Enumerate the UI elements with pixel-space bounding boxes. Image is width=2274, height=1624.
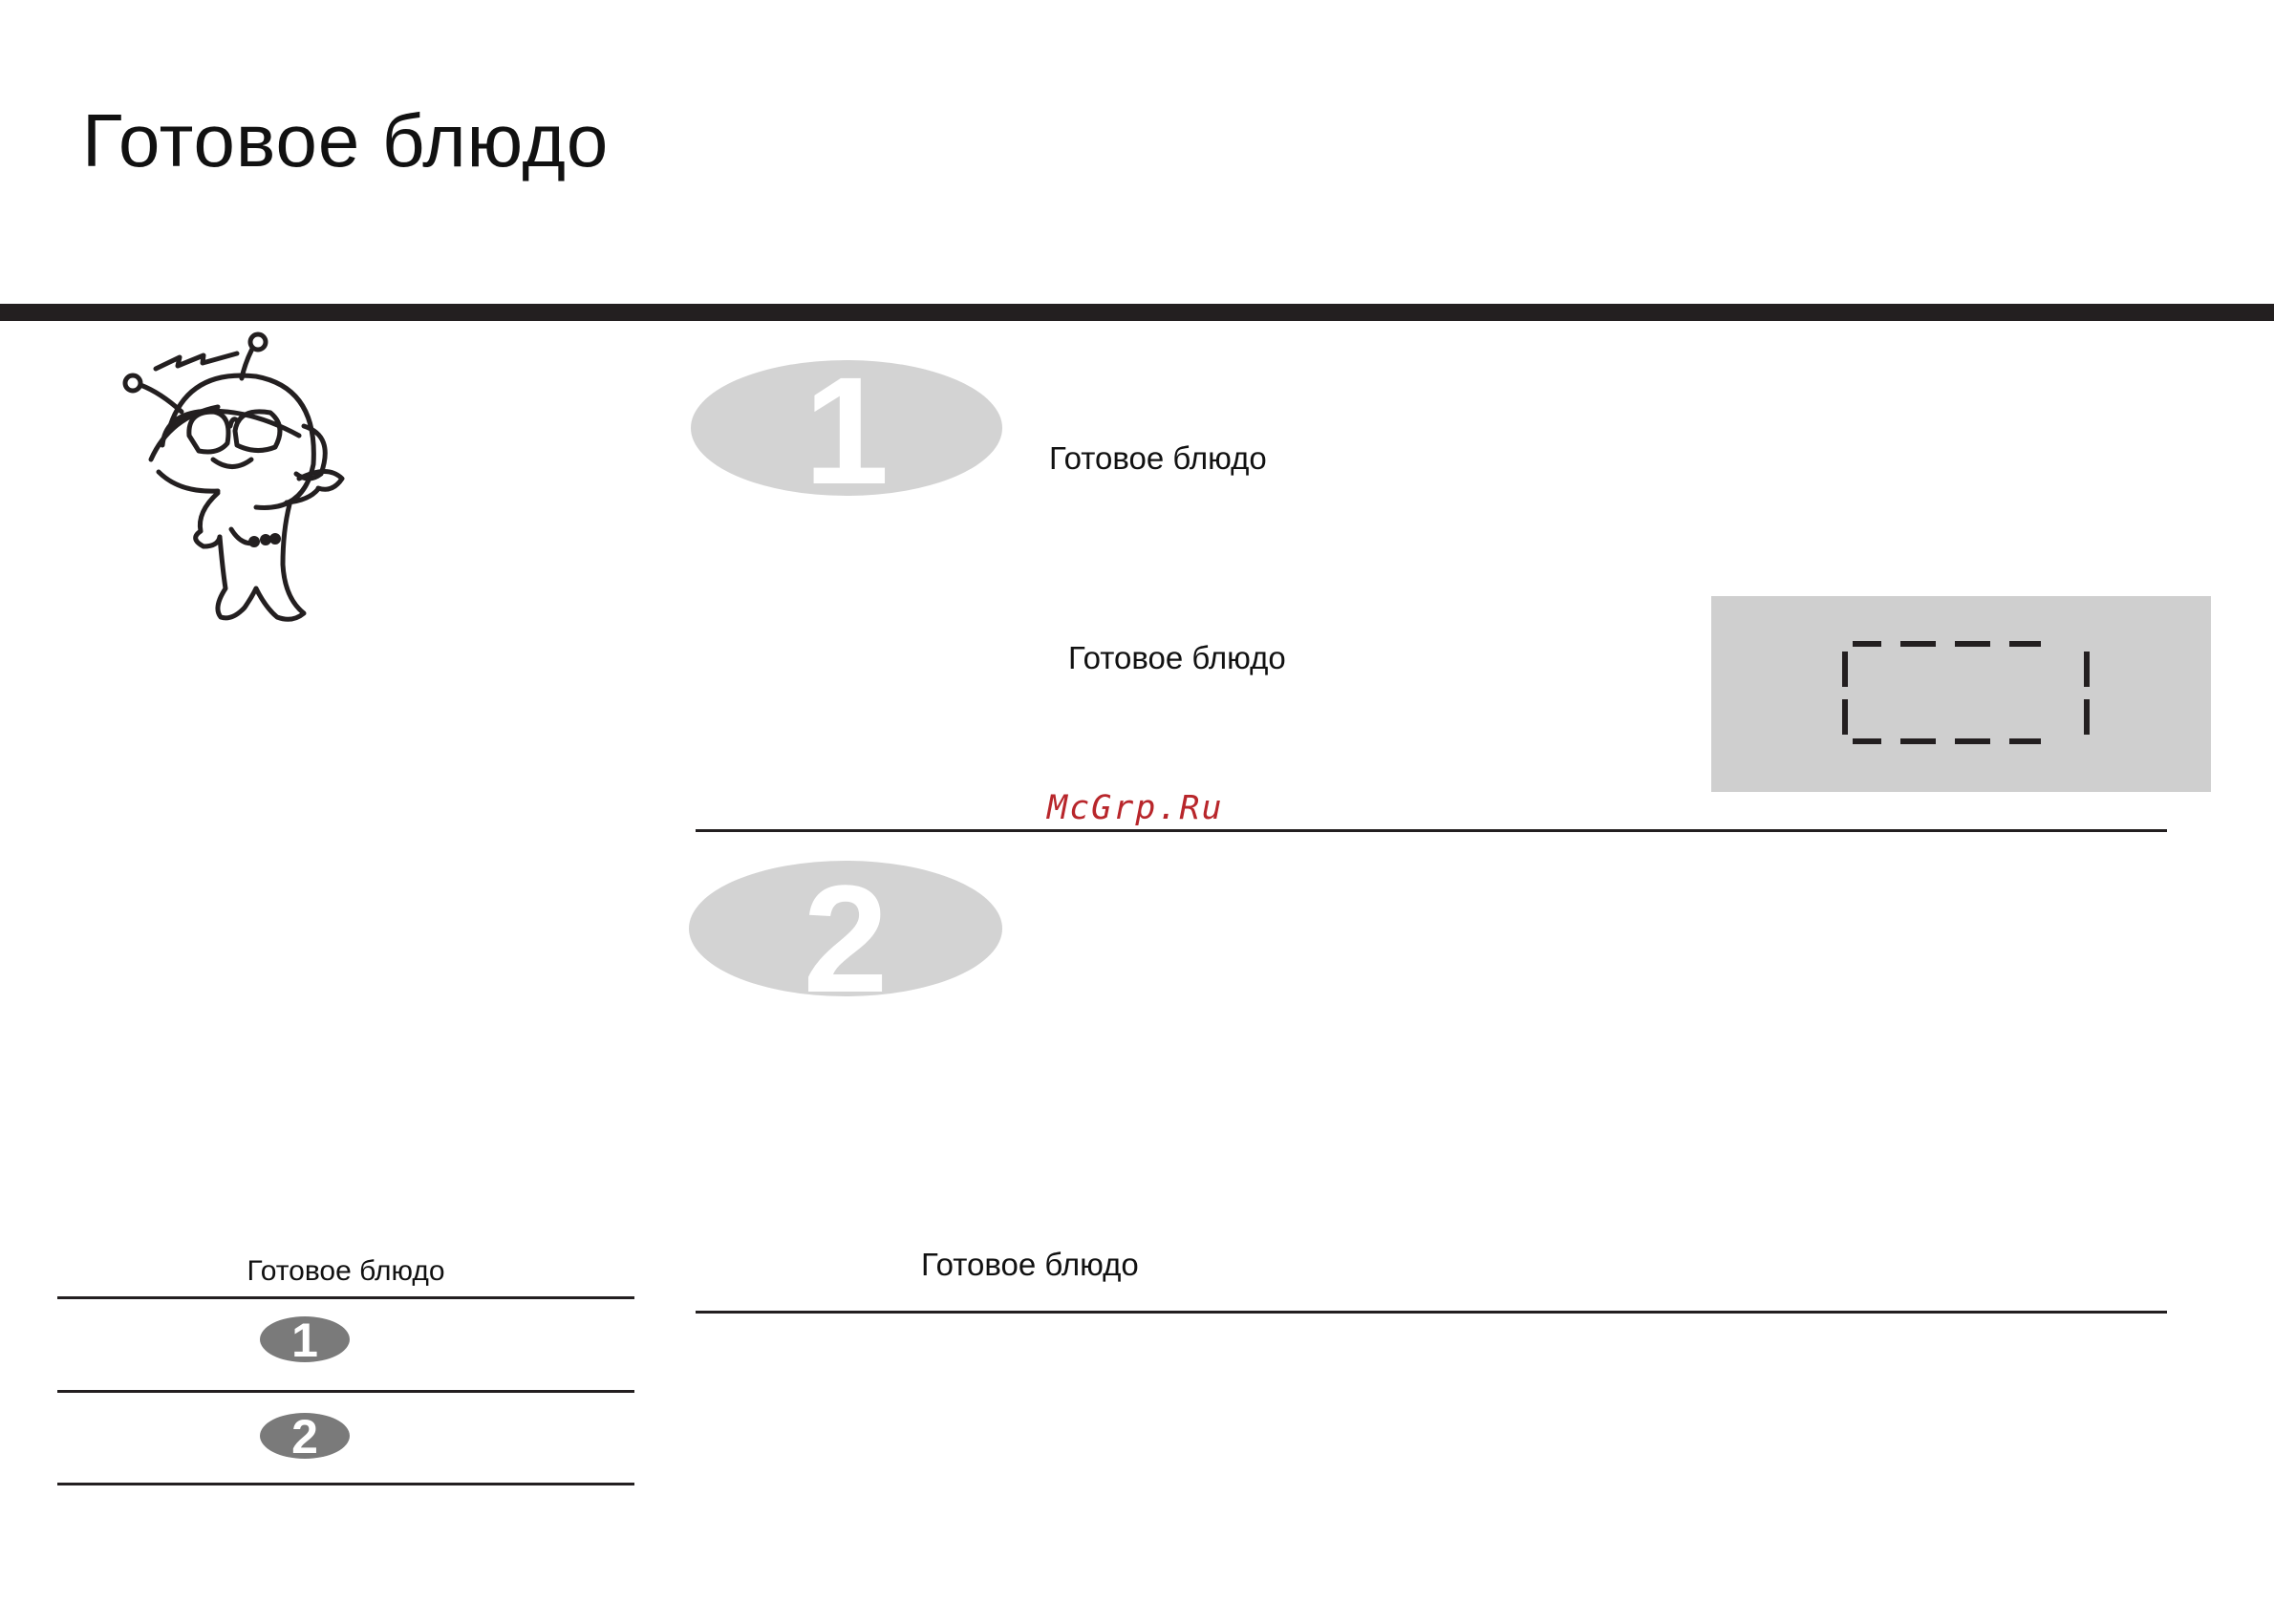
page-title: Готовое блюдо xyxy=(82,98,610,182)
step-divider xyxy=(696,829,2167,832)
footer-note: Готовое блюдо xyxy=(921,1247,1139,1282)
watermark: McGrp.Ru xyxy=(1047,789,1224,827)
robot-mascot-icon xyxy=(113,321,361,636)
display-panel xyxy=(1711,596,2211,792)
step-1-number: 1 xyxy=(804,359,890,497)
summary-table-rule xyxy=(57,1390,634,1393)
summary-row-2-number: 2 xyxy=(291,1412,318,1460)
footer-divider xyxy=(696,1311,2167,1314)
summary-row-2-badge xyxy=(259,1412,351,1460)
step-1-instruction: Готовое блюдо xyxy=(1049,440,1267,476)
step-2-number: 2 xyxy=(803,860,889,997)
header-divider xyxy=(0,304,2274,321)
step-1-display-label: Готовое блюдо xyxy=(1068,640,1286,675)
dashed-display-segments xyxy=(1711,596,2211,792)
summary-row-1-badge xyxy=(259,1315,351,1363)
summary-table-rule xyxy=(57,1483,634,1485)
step-1-badge xyxy=(690,359,1003,497)
summary-table-rule xyxy=(57,1296,634,1299)
step-2-badge xyxy=(688,860,1003,997)
summary-table-heading: Готовое блюдо xyxy=(247,1255,445,1287)
summary-row-1-number: 1 xyxy=(291,1315,318,1363)
